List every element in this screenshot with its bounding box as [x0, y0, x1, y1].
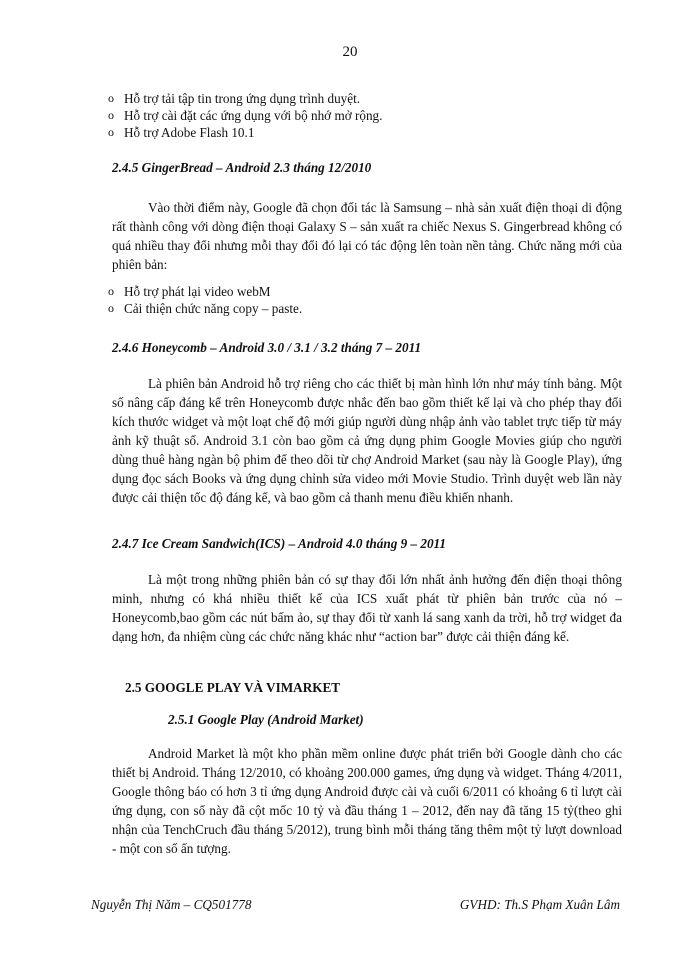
bullet-icon: o: [108, 284, 114, 298]
page-number: 20: [342, 44, 358, 60]
bullet-icon: o: [108, 91, 114, 105]
bullet-icon: o: [108, 108, 114, 122]
list-item: o Cải thiện chức năng copy – paste.: [108, 301, 303, 316]
list-item: o Hỗ trợ tải tập tin trong ứng dụng trình duyệt.: [108, 91, 361, 106]
paragraph-ics: Là một trong những phiên bản có sự thay đổi lớn nhất ảnh hưởng đến điện thoại thông minh, nhưng có khá nhiều thiết kế của ICS xuất phát từ phiên bản trước của nó – Honeycomb,bao gồm các nút bấm ảo, sự thay đổi từ xanh lá sang xanh da trời, hỗ trợ widget đa dạng hơn, đa nhiệm cùng các chức năng khác như “action bar” được cải thiện đáng kể.: [112, 572, 622, 644]
footer-author: Nguyễn Thị Năm – CQ501778: [91, 897, 252, 912]
feature-list: [108, 90, 700, 141]
paragraph-gingerbread: Vào thời điểm này, Google đã chọn đối tác là Samsung – nhà sản xuất điện thoại di động rất thành công với dòng điện thoại Galaxy S – sản xuất ra chiếc Nexus S. Gingerbread không có quá nhiều thay đổi nhưng mỗi thay đổi đó lại có tác động lên toàn nền tảng. Chức năng mới của phiên bản:: [112, 200, 622, 272]
list-item: o Hỗ trợ Adobe Flash 10.1: [108, 125, 255, 140]
list-item: o Hỗ trợ phát lại video webM: [108, 284, 271, 299]
bullet-icon: o: [108, 125, 114, 139]
section-heading-2-4-7: 2.4.7 Ice Cream Sandwich(ICS) – Android 4.0 tháng 9 – 2011: [112, 536, 447, 551]
section-heading-2-5: 2.5 GOOGLE PLAY VÀ VIMARKET: [125, 680, 341, 695]
paragraph-google-play: Android Market là một kho phần mềm online được phát triển bởi Google dành cho các thiết bị Android. Tháng 12/2010, có khoảng 200.000 games, ứng dụng và widget. Tháng 4/2011, Google thông báo có hơn 3 tỉ ứng dụng Android được cài và cuối 6/2011 có khoảng 6 tỉ lượt cài ứng dụng, con số này đã cột mốc 10 tỷ và đầu tháng 1 – 2012, đến nay đã tăng 15 tỷ(theo ghi nhận của TenchCruch đầu tháng 5/2012), trung bình mỗi tháng tăng thêm một tỷ lượt download - một con số ấn tượng.: [112, 746, 622, 856]
bullet-icon: o: [108, 301, 114, 315]
gingerbread-feature-list: [108, 283, 700, 317]
section-heading-2-4-5: 2.4.5 GingerBread – Android 2.3 tháng 12/2010: [112, 160, 372, 175]
section-heading-2-5-1: 2.5.1 Google Play (Android Market): [168, 712, 364, 727]
section-heading-2-4-6: 2.4.6 Honeycomb – Android 3.0 / 3.1 / 3.2 tháng 7 – 2011: [112, 340, 422, 355]
footer-supervisor: GVHD: Th.S Phạm Xuân Lâm: [459, 897, 620, 912]
list-item: o Hỗ trợ cài đặt các ứng dụng với bộ nhớ mở rộng.: [108, 108, 383, 123]
paragraph-honeycomb: Là phiên bản Android hỗ trợ riêng cho các thiết bị màn hình lớn như máy tính bảng. Một số nâng cấp đáng kể trên Honeycomb được nhắc đến bao gồm thiết kế lại và cho phép thay đổi kích thước widget và một loạt chế độ mới giúp người dùng nhập ảnh vào tablet trực tiếp từ máy ảnh kỹ thuật số. Android 3.1 còn bao gồm cả ứng dụng phim Google Movies giúp cho người dùng thuê hàng ngàn bộ phim để theo dõi từ chợ Android Market (sau này là Google Play), ứng dụng đọc sách Books và ứng dụng chỉnh sửa video mới Movie Studio. Trình duyệt web lần này được cải thiện tốc độ đáng kể, và bao gồm cả thanh menu điều khiển nhanh.: [112, 376, 622, 505]
